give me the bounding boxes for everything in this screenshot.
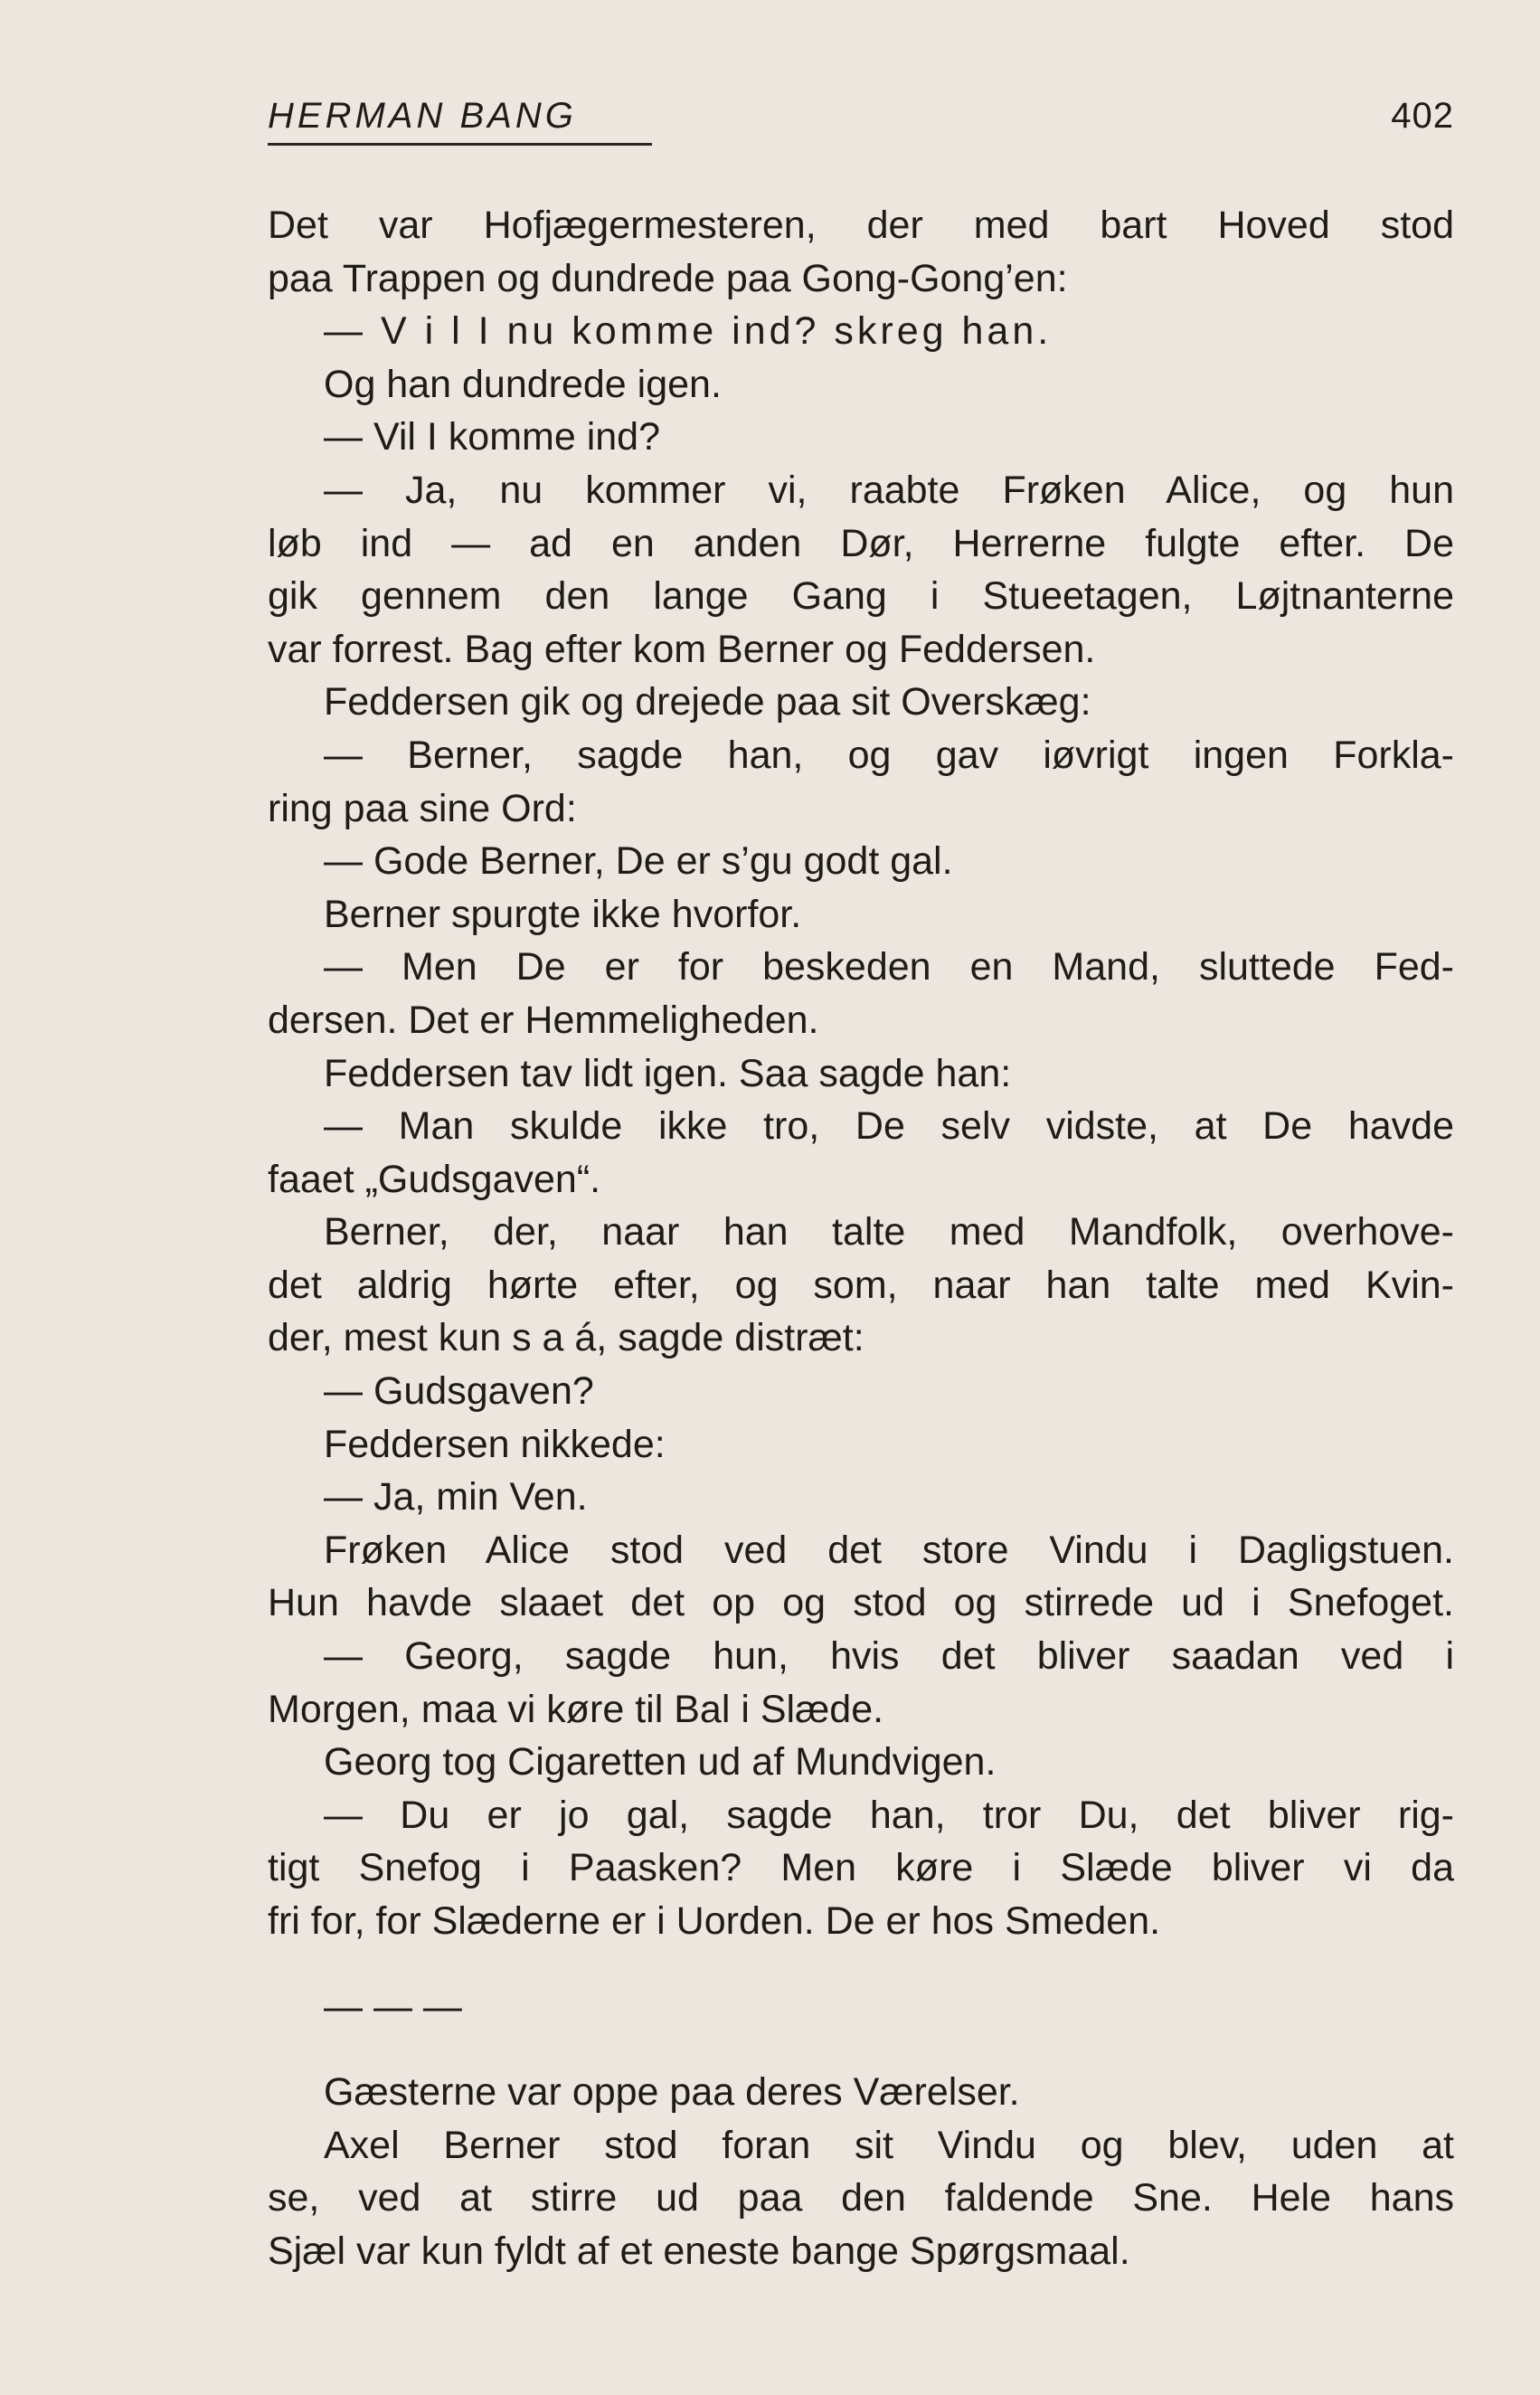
text-line: Feddersen tav lidt igen. Saa sagde han:	[324, 1051, 1012, 1095]
text-line: Axel Berner stod foran sit Vindu og blev, uden at	[324, 2123, 1454, 2167]
text-line: Berner, der, naar han talte med Mandfolk, overhove-	[324, 1210, 1454, 1254]
header-underline	[268, 143, 652, 146]
text-line: — Man skulde ikke tro, De selv vidste, at De havde	[324, 1104, 1454, 1149]
text-line: tigt Snefog i Paasken? Men køre i Slæde bliver vi da	[268, 1846, 1454, 1890]
text-line: Feddersen nikkede:	[324, 1422, 666, 1466]
text-line: der, mest kun s a á, sagde distræt:	[268, 1316, 864, 1360]
text-line: det aldrig hørte efter, og som, naar han talte med Kvin-	[268, 1263, 1454, 1307]
text-line: faaet „Gudsgaven“.	[268, 1157, 601, 1201]
text-line: — Ja, nu kommer vi, raabte Frøken Alice, og hun	[324, 468, 1454, 512]
text-line: paa Trappen og dundrede paa Gong-Gong’en:	[268, 256, 1068, 300]
text-line: Morgen, maa vi køre til Bal i Slæde.	[268, 1687, 884, 1731]
text-line: ring paa sine Ord:	[268, 786, 577, 830]
running-title: HERMAN BANG	[268, 96, 577, 136]
text-line: Georg tog Cigaretten ud af Mundvigen.	[324, 1740, 997, 1784]
section-gap	[268, 1948, 1454, 1981]
text-line: — Berner, sagde han, og gav iøvrigt ingen Forkla-	[324, 733, 1454, 777]
text-line: — Du er jo gal, sagde han, tror Du, det bliver rig-	[324, 1793, 1454, 1837]
page-number: 402	[1391, 96, 1454, 136]
text-line: Berner spurgte ikke hvorfor.	[324, 892, 802, 936]
text-line: Gæsterne var oppe paa deres Værelser.	[324, 2070, 1020, 2115]
text-line: løb ind — ad en anden Dør, Herrerne fulgte efter. De	[268, 521, 1454, 565]
text-line: Sjæl var kun fyldt af et eneste bange Spørgsmaal.	[268, 2229, 1130, 2273]
text-line: — Men De er for beskeden en Mand, sluttede Fed-	[324, 945, 1454, 989]
text-line: Og han dundrede igen.	[324, 362, 722, 406]
text-line: se, ved at stirre ud paa den faldende Sne. Hele hans	[268, 2176, 1454, 2220]
text-line: — Georg, sagde hun, hvis det bliver saadan ved i	[324, 1634, 1454, 1679]
text-line: gik gennem den lange Gang i Stueetagen, Løjtnanterne	[268, 574, 1454, 619]
running-head	[268, 90, 1454, 148]
text-line: var forrest. Bag efter kom Berner og Feddersen.	[268, 627, 1096, 671]
section-break: — — —	[324, 1984, 462, 2029]
body-text	[268, 199, 1454, 2278]
text-line: Feddersen gik og drejede paa sit Overskæg:	[324, 680, 1091, 724]
text-line: — V i l I nu komme ind? skreg han.	[324, 309, 1053, 354]
text-line: Det var Hofjægermesteren, der med bart Hoved stod	[268, 204, 1454, 247]
section-gap	[268, 2033, 1454, 2066]
text-line: fri for, for Slæderne er i Uorden. De er hos Smeden.	[268, 1899, 1161, 1943]
text-line: Hun havde slaaet det op og stod og stirrede ud i Snefoget.	[268, 1581, 1454, 1625]
text-line: — Ja, min Ven.	[324, 1475, 588, 1519]
text-line: — Gode Berner, De er s’gu godt gal.	[324, 839, 953, 884]
text-line: — Vil I komme ind?	[324, 415, 661, 459]
text-line: dersen. Det er Hemmeligheden.	[268, 998, 819, 1042]
text-line: Frøken Alice stod ved det store Vindu i Dagligstuen.	[324, 1528, 1454, 1572]
text-line: — Gudsgaven?	[324, 1369, 594, 1414]
